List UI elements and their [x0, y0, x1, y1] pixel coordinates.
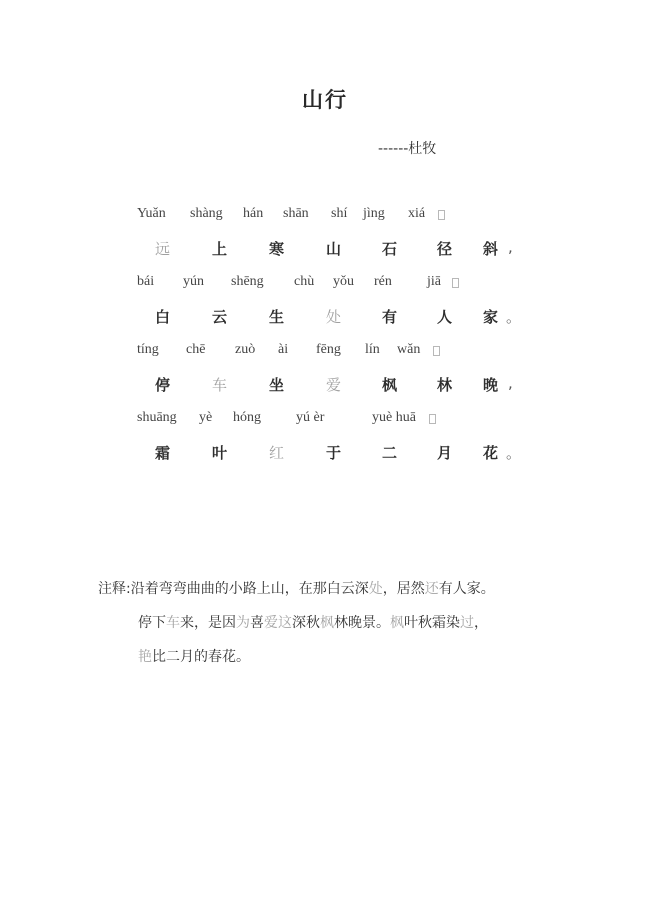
- verse-character: 云: [212, 308, 228, 326]
- verse-character: 家: [483, 308, 499, 326]
- verse-character: 叶: [212, 444, 228, 462]
- annotation-line-3: [138, 646, 250, 666]
- pinyin-syllable: ài: [278, 342, 289, 357]
- verse-character: 有: [382, 308, 398, 326]
- verse-character: 人: [437, 308, 453, 326]
- annotation-segment: 还: [424, 581, 439, 597]
- pinyin-syllable: wǎn: [397, 342, 421, 357]
- annotation-segment: 爱这: [264, 615, 292, 631]
- verse-character: 径: [437, 240, 453, 258]
- verse-character: 坐: [269, 376, 285, 394]
- verse-character: 晚: [483, 376, 499, 394]
- verse-character: 生: [269, 308, 285, 326]
- annotation-segment: 喜: [250, 615, 264, 631]
- verse-character: 斜: [483, 240, 499, 258]
- pinyin-syllable: fēng: [316, 342, 341, 357]
- annotation-segment: 处: [368, 581, 383, 597]
- annotation-line-1: [98, 578, 495, 598]
- annotation-segment: 车: [166, 615, 180, 631]
- pinyin-syllable: yún: [183, 274, 204, 289]
- annotation-segment: 为: [236, 615, 250, 631]
- pinyin-line-1: [0, 206, 650, 226]
- annotation-segment: 叶秋霜染: [404, 615, 460, 631]
- pinyin-syllable: yǒu: [333, 274, 354, 289]
- annotation-segment: 林晚景。: [334, 615, 390, 631]
- pinyin-syllable: shuāng: [137, 410, 177, 425]
- pinyin-syllable: Yuǎn: [137, 206, 166, 221]
- verse-character: 花: [483, 444, 499, 462]
- pinyin-syllable: rén: [374, 274, 392, 289]
- verse-line-3: [0, 374, 650, 396]
- missing-glyph-box-icon: [433, 346, 440, 356]
- annotation-segment: 艳: [138, 649, 152, 665]
- verse-punctuation: ,: [508, 238, 513, 256]
- pinyin-syllable: yuè huā: [372, 410, 416, 425]
- verse-punctuation: 。: [506, 444, 522, 462]
- missing-glyph-box-icon: [452, 278, 459, 288]
- verse-character: 石: [382, 240, 398, 258]
- annotation-segment: 有人家。: [438, 581, 495, 597]
- annotation-segment: 过: [460, 615, 474, 631]
- pinyin-syllable: hóng: [233, 410, 261, 425]
- pinyin-line-4: [0, 410, 650, 430]
- pinyin-line-2: [0, 274, 650, 294]
- verse-character: 上: [212, 240, 228, 258]
- verse-character: 处: [326, 308, 342, 326]
- verse-character: 寒: [269, 240, 285, 258]
- pinyin-syllable: yú èr: [296, 410, 325, 425]
- verse-character: 山: [326, 240, 342, 258]
- pinyin-syllable: chù: [294, 274, 315, 289]
- annotation-segment: ，: [474, 615, 488, 631]
- verse-character: 车: [212, 376, 228, 394]
- verse-character: 红: [269, 444, 285, 462]
- pinyin-syllable: shēng: [231, 274, 264, 289]
- pinyin-syllable: xiá: [408, 206, 426, 221]
- pinyin-syllable: zuò: [235, 342, 256, 357]
- annotation-segment: ，居然: [382, 581, 425, 597]
- poem-author: ------杜牧: [378, 141, 437, 157]
- verse-character: 月: [437, 444, 453, 462]
- verse-character: 林: [437, 376, 453, 394]
- verse-character: 爱: [326, 376, 342, 394]
- verse-character: 远: [155, 240, 171, 258]
- pinyin-syllable: lín: [365, 342, 380, 357]
- annotation-line-2: [138, 612, 488, 632]
- annotation-segment: 枫: [320, 615, 334, 631]
- missing-glyph-box-icon: [429, 414, 436, 424]
- annotation-segment: 来，是因: [180, 615, 236, 631]
- verse-character: 枫: [382, 376, 398, 394]
- verse-character: 白: [155, 308, 171, 326]
- verse-line-4: [0, 442, 650, 464]
- verse-punctuation: 。: [506, 308, 522, 326]
- pinyin-syllable: jìng: [363, 206, 385, 221]
- annotation-segment: 注释:沿着弯弯曲曲的小路上山，在那白云深: [98, 581, 369, 597]
- pinyin-line-3: [0, 342, 650, 362]
- pinyin-syllable: chē: [186, 342, 206, 357]
- pinyin-syllable: shí: [331, 206, 348, 221]
- pinyin-syllable: shàng: [190, 206, 223, 221]
- verse-line-2: [0, 306, 650, 328]
- pinyin-syllable: shān: [283, 206, 309, 221]
- verse-character: 于: [326, 444, 342, 462]
- pinyin-syllable: jiā: [427, 274, 441, 289]
- pinyin-syllable: yè: [199, 410, 213, 425]
- missing-glyph-box-icon: [438, 210, 445, 220]
- verse-character: 二: [382, 444, 398, 462]
- verse-line-1: [0, 238, 650, 260]
- verse-character: 霜: [155, 444, 171, 462]
- pinyin-syllable: bái: [137, 274, 155, 289]
- annotation-segment: 深秋: [292, 615, 320, 631]
- pinyin-syllable: tíng: [137, 342, 159, 357]
- annotation-segment: 枫: [390, 615, 404, 631]
- pinyin-syllable: hán: [243, 206, 264, 221]
- annotation-segment: 比二月的春花。: [152, 649, 250, 665]
- annotation-segment: 停下: [138, 615, 166, 631]
- poem-title: 山行: [302, 88, 348, 112]
- verse-character: 停: [155, 376, 171, 394]
- verse-punctuation: ,: [508, 374, 513, 392]
